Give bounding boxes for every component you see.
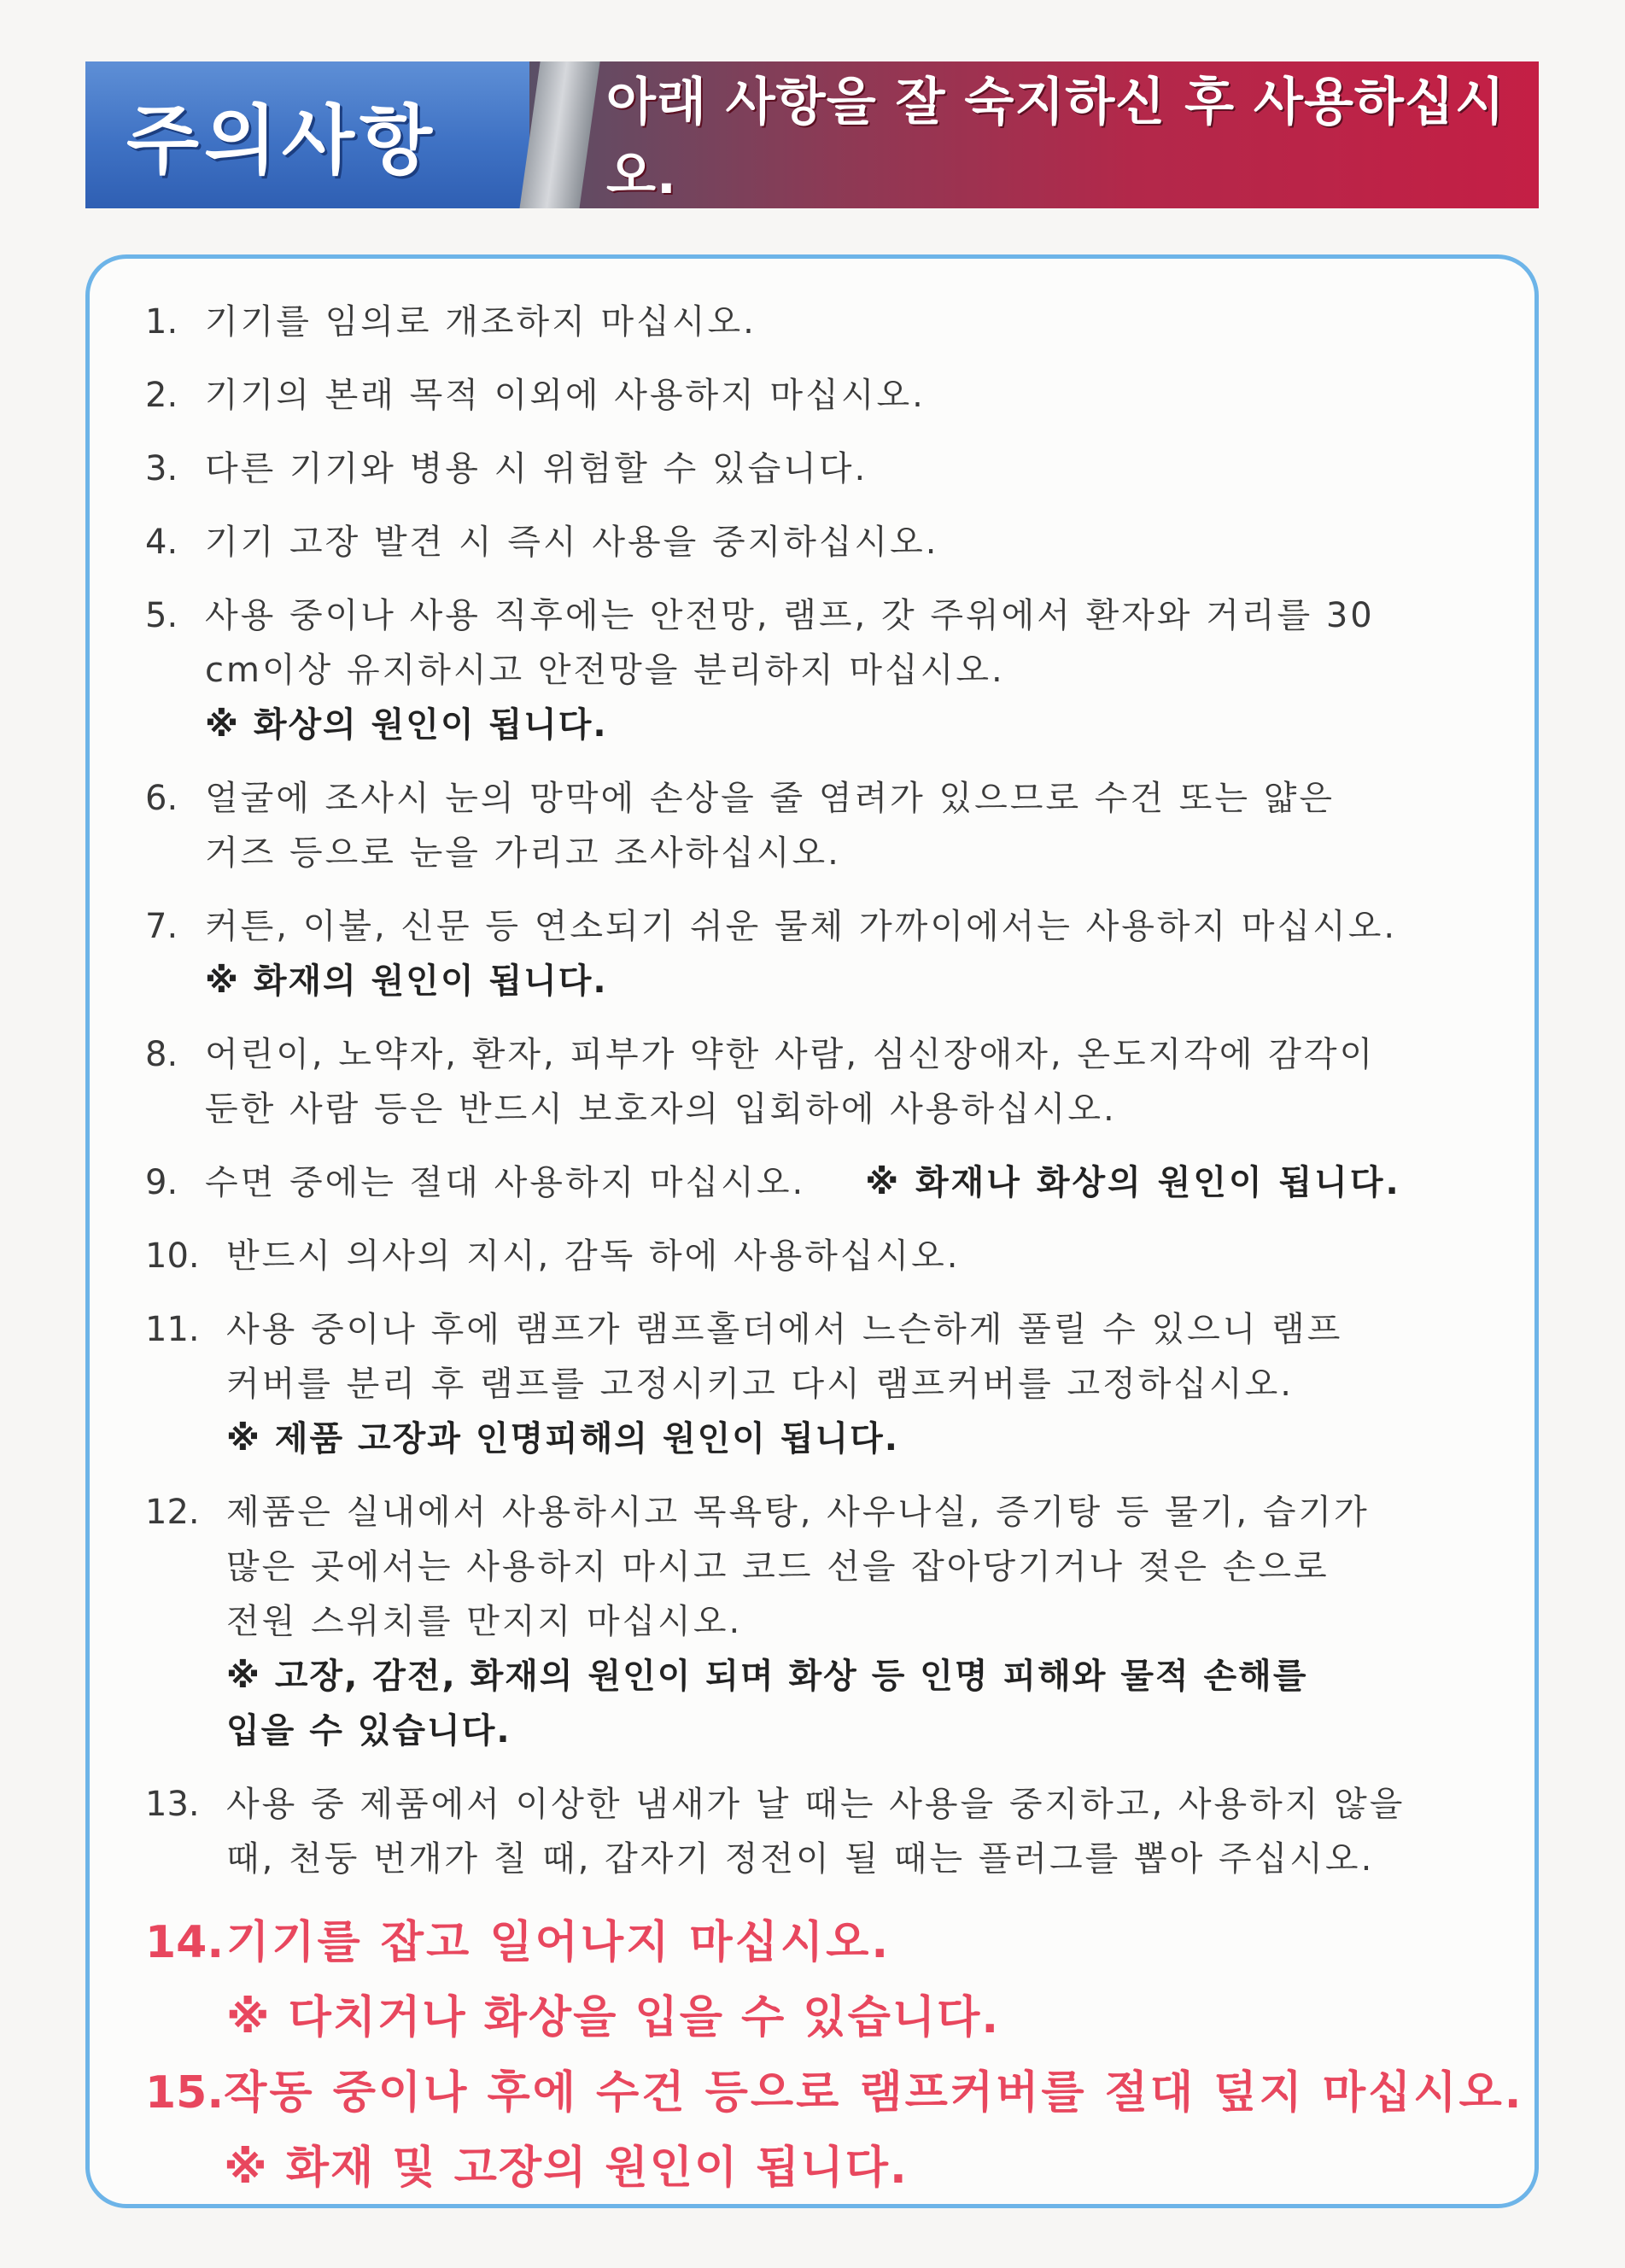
item-body [224,2055,1523,2206]
item-text: 전원 스위치를 만지지 마십시오. [226,1602,743,1641]
item-text: 다른 기기와 병용 시 위험할 수 있습니다. [205,449,868,488]
item-number: 9. [145,1163,178,1202]
list-item [145,1485,1494,1758]
list-item [145,1229,1494,1283]
caution-list [145,295,1524,2206]
header-banner [85,61,1539,208]
list-item [145,899,1494,1008]
item-body [205,515,1494,570]
item-warning-note: ※ 고장, 감전, 화재의 원인이 되며 화상 등 인명 피해와 물적 손해를 [226,1657,1308,1696]
page-subtitle: 아래 사항을 잘 숙지하신 후 사용하십시오. [606,73,1505,206]
item-warning-note: ※ 제품 고장과 인명피해의 원인이 됩니다. [226,1419,899,1458]
item-body [226,1229,1494,1283]
item-number: 7. [145,907,178,946]
page-title: 주의사항 [126,96,438,184]
item-body [205,1155,1494,1210]
item-text: 기기의 본래 목적 이외에 사용하지 마십시오. [205,376,926,415]
list-item [145,771,1494,880]
item-number: 6. [145,779,178,818]
list-item [145,1155,1494,1210]
item-body [205,771,1494,880]
item-text: 둔한 사람 등은 반드시 보호자의 입회하에 사용하십시오. [205,1090,1117,1129]
item-number: 4. [145,523,178,562]
item-number: 1. [145,302,178,342]
item-number: 2. [145,376,178,415]
item-number: 8. [145,1035,178,1074]
item-body [205,899,1494,1008]
item-warning-note: ※ 화상의 원인이 됩니다. [205,705,608,745]
item-text: 제품은 실내에서 사용하시고 목욕탕, 사우나실, 증기탕 등 물기, 습기가 [226,1493,1370,1532]
list-item [145,2055,1524,2206]
list-item [145,1777,1494,1886]
item-text: 사용 중이나 후에 램프가 램프홀더에서 느슨하게 풀릴 수 있으니 램프 [226,1310,1343,1349]
list-item [145,1302,1494,1466]
item-body [205,441,1494,496]
item-number: 12. [145,1493,200,1532]
banner-subtitle-block [529,61,1539,208]
list-item [145,295,1494,349]
item-body [226,1905,1494,2055]
item-body [226,1777,1494,1886]
list-item [145,368,1494,423]
list-item [145,1027,1494,1137]
item-body [205,368,1494,423]
item-text: 많은 곳에서는 사용하지 마시고 코드 선을 잡아당기거나 젖은 손으로 [226,1547,1330,1587]
item-text: 작동 중이나 후에 수건 등으로 램프커버를 절대 덮지 마십시오. [224,2067,1524,2119]
list-item [145,1905,1494,2055]
item-text: 어린이, 노약자, 환자, 피부가 약한 사람, 심신장애자, 온도지각에 감각이 [205,1035,1376,1074]
banner-title-block [85,61,529,208]
item-warning-note: 입을 수 있습니다. [226,1711,511,1751]
item-body [205,588,1494,752]
item-warning-note: ※ 화재 및 고장의 원인이 됩니다. [224,2142,909,2194]
item-text: 기기를 임의로 개조하지 마십시오. [205,302,757,342]
item-warning-note: ※ 화재의 원인이 됩니다. [205,962,608,1001]
list-item [145,441,1494,496]
item-text: 수면 중에는 절대 사용하지 마십시오. ※ 화재나 화상의 원인이 됩니다. [205,1163,1401,1202]
item-warning-note: ※ 화재나 화상의 원인이 됩니다. [865,1163,1401,1202]
item-number: 11. [145,1310,200,1349]
item-text: 커버를 분리 후 램프를 고정시키고 다시 램프커버를 고정하십시오. [226,1365,1294,1404]
item-number: 3. [145,449,178,488]
item-body [205,295,1494,349]
item-text: 사용 중이나 사용 직후에는 안전망, 램프, 갓 주위에서 환자와 거리를 30 [205,596,1375,635]
item-text: 반드시 의사의 지시, 감독 하에 사용하십시오. [226,1236,961,1276]
item-text: 사용 중 제품에서 이상한 냄새가 날 때는 사용을 중지하고, 사용하지 않을 [226,1785,1406,1824]
item-number: 10. [145,1236,200,1276]
item-body [226,1485,1494,1758]
item-text: 거즈 등으로 눈을 가리고 조사하십시오. [205,833,841,873]
item-number: 13. [145,1785,200,1824]
item-body [205,1027,1494,1137]
item-number: 14. [145,1917,225,1968]
item-text: 기기 고장 발견 시 즉시 사용을 중지하십시오. [205,523,939,562]
item-text: 기기를 잡고 일어나지 마십시오. [226,1917,891,1968]
item-text: 얼굴에 조사시 눈의 망막에 손상을 줄 염려가 있으므로 수건 또는 얇은 [205,779,1336,818]
item-warning-note: ※ 다치거나 화상을 입을 수 있습니다. [226,1992,1001,2043]
item-text: 때, 천둥 번개가 칠 때, 갑자기 정전이 될 때는 플러그를 뽑아 주십시오. [226,1839,1375,1879]
list-item [145,515,1494,570]
list-item [145,588,1494,752]
item-text: 커튼, 이불, 신문 등 연소되기 쉬운 물체 가까이에서는 사용하지 마십시오. [205,907,1398,946]
item-number: 15. [145,2067,225,2119]
item-text: cm이상 유지하시고 안전망을 분리하지 마십시오. [205,651,1005,690]
item-body [226,1302,1494,1466]
item-number: 5. [145,596,178,635]
